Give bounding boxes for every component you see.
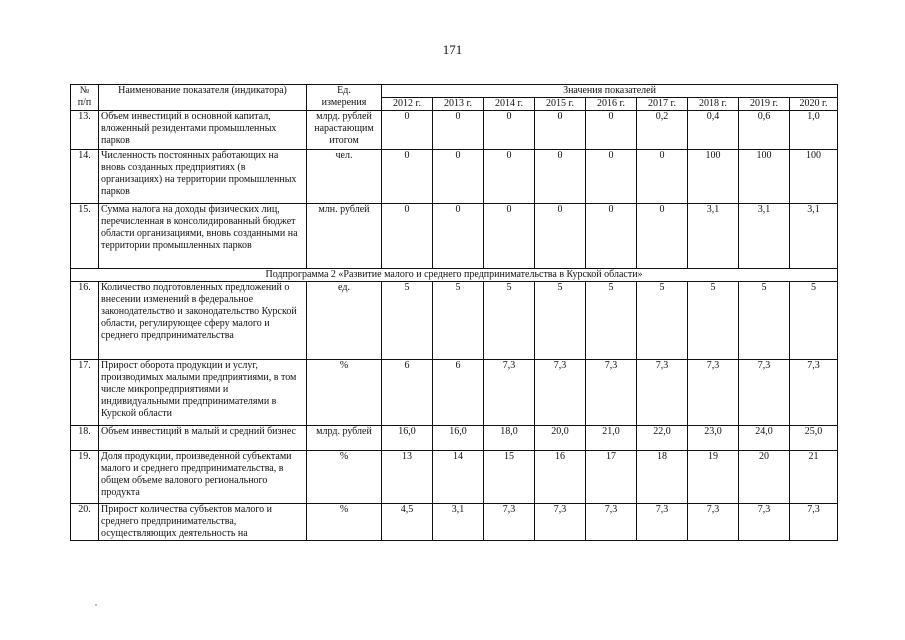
- unit-cell: млрд. рублей: [307, 426, 382, 451]
- value-cell: 0: [586, 111, 637, 150]
- unit-cell: чел.: [307, 150, 382, 204]
- value-cell: 3,1: [739, 204, 790, 269]
- value-cell: 0: [433, 204, 484, 269]
- value-cell: 16,0: [433, 426, 484, 451]
- value-cell: 16: [535, 451, 586, 504]
- value-cell: 7,3: [586, 504, 637, 541]
- value-cell: 5: [790, 282, 838, 360]
- unit-cell: %: [307, 360, 382, 426]
- indicator-name: Доля продукции, произведенной субъектами малого и среднего предпринимательства, в общем объеме валового регионального продукта: [99, 451, 307, 504]
- value-cell: 0: [535, 150, 586, 204]
- value-cell: 1,0: [790, 111, 838, 150]
- value-cell: 7,3: [688, 360, 739, 426]
- value-cell: 7,3: [688, 504, 739, 541]
- value-cell: 5: [484, 282, 535, 360]
- value-cell: 7,3: [739, 504, 790, 541]
- table-row: [71, 504, 838, 541]
- value-cell: 7,3: [484, 360, 535, 426]
- value-cell: 20: [739, 451, 790, 504]
- value-cell: 0: [637, 204, 688, 269]
- indicator-name: Прирост оборота продукции и услуг, производимых малыми предприятиями, в том числе микропредприятиями и индивидуальными предпринимателями в Курской области: [99, 360, 307, 426]
- indicators-table: [70, 84, 838, 541]
- value-cell: 0: [484, 204, 535, 269]
- value-cell: 7,3: [637, 360, 688, 426]
- value-cell: 13: [382, 451, 433, 504]
- value-cell: 100: [688, 150, 739, 204]
- table-body-1: [71, 111, 838, 269]
- year-header: 2017 г.: [637, 98, 688, 111]
- value-cell: 18: [637, 451, 688, 504]
- value-cell: 5: [382, 282, 433, 360]
- value-cell: 25,0: [790, 426, 838, 451]
- table-row: [71, 360, 838, 426]
- value-cell: 24,0: [739, 426, 790, 451]
- value-cell: 0: [586, 204, 637, 269]
- value-cell: 5: [688, 282, 739, 360]
- subprogram-row: [71, 269, 838, 282]
- value-cell: 0: [535, 111, 586, 150]
- unit-cell: %: [307, 504, 382, 541]
- unit-cell: млрд. рублей нарастающим итогом: [307, 111, 382, 150]
- table-body-2: [71, 282, 838, 541]
- value-cell: 0: [433, 111, 484, 150]
- value-cell: 0,6: [739, 111, 790, 150]
- value-cell: 19: [688, 451, 739, 504]
- indicator-name: Сумма налога на доходы физических лиц, перечисленная в консолидированный бюджет области организациями, вновь созданными на территории промышленных парков: [99, 204, 307, 269]
- row-number: 18.: [71, 426, 99, 451]
- value-cell: 5: [739, 282, 790, 360]
- value-cell: 23,0: [688, 426, 739, 451]
- subprogram-section: [71, 269, 838, 282]
- value-cell: 0: [586, 150, 637, 204]
- value-cell: 5: [637, 282, 688, 360]
- value-cell: 5: [433, 282, 484, 360]
- value-cell: 21,0: [586, 426, 637, 451]
- value-cell: 6: [382, 360, 433, 426]
- value-cell: 7,3: [484, 504, 535, 541]
- value-cell: 20,0: [535, 426, 586, 451]
- year-header: 2019 г.: [739, 98, 790, 111]
- value-cell: 0: [484, 150, 535, 204]
- table-row: [71, 150, 838, 204]
- value-cell: 15: [484, 451, 535, 504]
- year-header: 2018 г.: [688, 98, 739, 111]
- value-cell: 0: [433, 150, 484, 204]
- year-header: 2014 г.: [484, 98, 535, 111]
- indicator-name: Количество подготовленных предложений о внесении изменений в федеральное законодательство и законодательство Курской области, регулирующее сферу малого и среднего предпринимательства: [99, 282, 307, 360]
- header-unit-label: Ед.: [337, 85, 351, 96]
- value-cell: 18,0: [484, 426, 535, 451]
- value-cell: 17: [586, 451, 637, 504]
- row-number: 19.: [71, 451, 99, 504]
- header-name-label: Наименование показателя (индикатора): [118, 85, 287, 96]
- value-cell: 3,1: [688, 204, 739, 269]
- value-cell: 0: [535, 204, 586, 269]
- value-cell: 7,3: [739, 360, 790, 426]
- header-row-1: [71, 85, 838, 98]
- indicator-name: Численность постоянных работающих на вновь созданных предприятиях (в организациях) на территории промышленных парков: [99, 150, 307, 204]
- row-number: 13.: [71, 111, 99, 150]
- scan-speck: [95, 604, 97, 606]
- value-cell: 4,5: [382, 504, 433, 541]
- year-header: 2013 г.: [433, 98, 484, 111]
- value-cell: 3,1: [790, 204, 838, 269]
- value-cell: 7,3: [790, 360, 838, 426]
- value-cell: 0: [484, 111, 535, 150]
- value-cell: 0,2: [637, 111, 688, 150]
- table-row: [71, 282, 838, 360]
- value-cell: 0,4: [688, 111, 739, 150]
- row-number: 20.: [71, 504, 99, 541]
- value-cell: 100: [739, 150, 790, 204]
- value-cell: 0: [637, 150, 688, 204]
- row-number: 16.: [71, 282, 99, 360]
- row-number: 17.: [71, 360, 99, 426]
- header-name-cell: [99, 85, 307, 111]
- unit-cell: ед.: [307, 282, 382, 360]
- year-header: 2020 г.: [790, 98, 838, 111]
- page-number: 171: [442, 42, 463, 57]
- subprogram-title: Подпрограмма 2 «Развитие малого и среднего предпринимательства в Курской области»: [71, 269, 838, 282]
- value-cell: 5: [586, 282, 637, 360]
- value-cell: 6: [433, 360, 484, 426]
- value-cell: 22,0: [637, 426, 688, 451]
- row-number: 15.: [71, 204, 99, 269]
- indicator-name: Объем инвестиций в основной капитал, вложенный резидентами промышленных парков: [99, 111, 307, 150]
- value-cell: 7,3: [790, 504, 838, 541]
- year-header: 2015 г.: [535, 98, 586, 111]
- value-cell: 7,3: [637, 504, 688, 541]
- value-cell: 7,3: [535, 360, 586, 426]
- unit-cell: млн. рублей: [307, 204, 382, 269]
- value-cell: 0: [382, 111, 433, 150]
- value-cell: 7,3: [586, 360, 637, 426]
- header-num-cell: [71, 85, 99, 111]
- header-num-label: №: [79, 85, 90, 96]
- value-cell: 21: [790, 451, 838, 504]
- value-cell: 0: [382, 150, 433, 204]
- header-values-label: Значения показателей: [382, 85, 838, 98]
- table-row: [71, 111, 838, 150]
- value-cell: 0: [382, 204, 433, 269]
- value-cell: 100: [790, 150, 838, 204]
- table-row: [71, 426, 838, 451]
- indicator-name: Объем инвестиций в малый и средний бизнес: [99, 426, 307, 451]
- year-header: 2012 г.: [382, 98, 433, 111]
- row-number: 14.: [71, 150, 99, 204]
- unit-cell: %: [307, 451, 382, 504]
- value-cell: 7,3: [535, 504, 586, 541]
- value-cell: 3,1: [433, 504, 484, 541]
- value-cell: 14: [433, 451, 484, 504]
- table-row: [71, 451, 838, 504]
- header-unit-sub: измерения: [321, 97, 367, 108]
- indicator-name: Прирост количества субъектов малого и среднего предпринимательства, осуществляющих деятельность на: [99, 504, 307, 541]
- year-header: 2016 г.: [586, 98, 637, 111]
- table-row: [71, 204, 838, 269]
- header-num-sub: п/п: [77, 97, 92, 108]
- value-cell: 5: [535, 282, 586, 360]
- value-cell: 16,0: [382, 426, 433, 451]
- header-unit-cell: [307, 85, 382, 111]
